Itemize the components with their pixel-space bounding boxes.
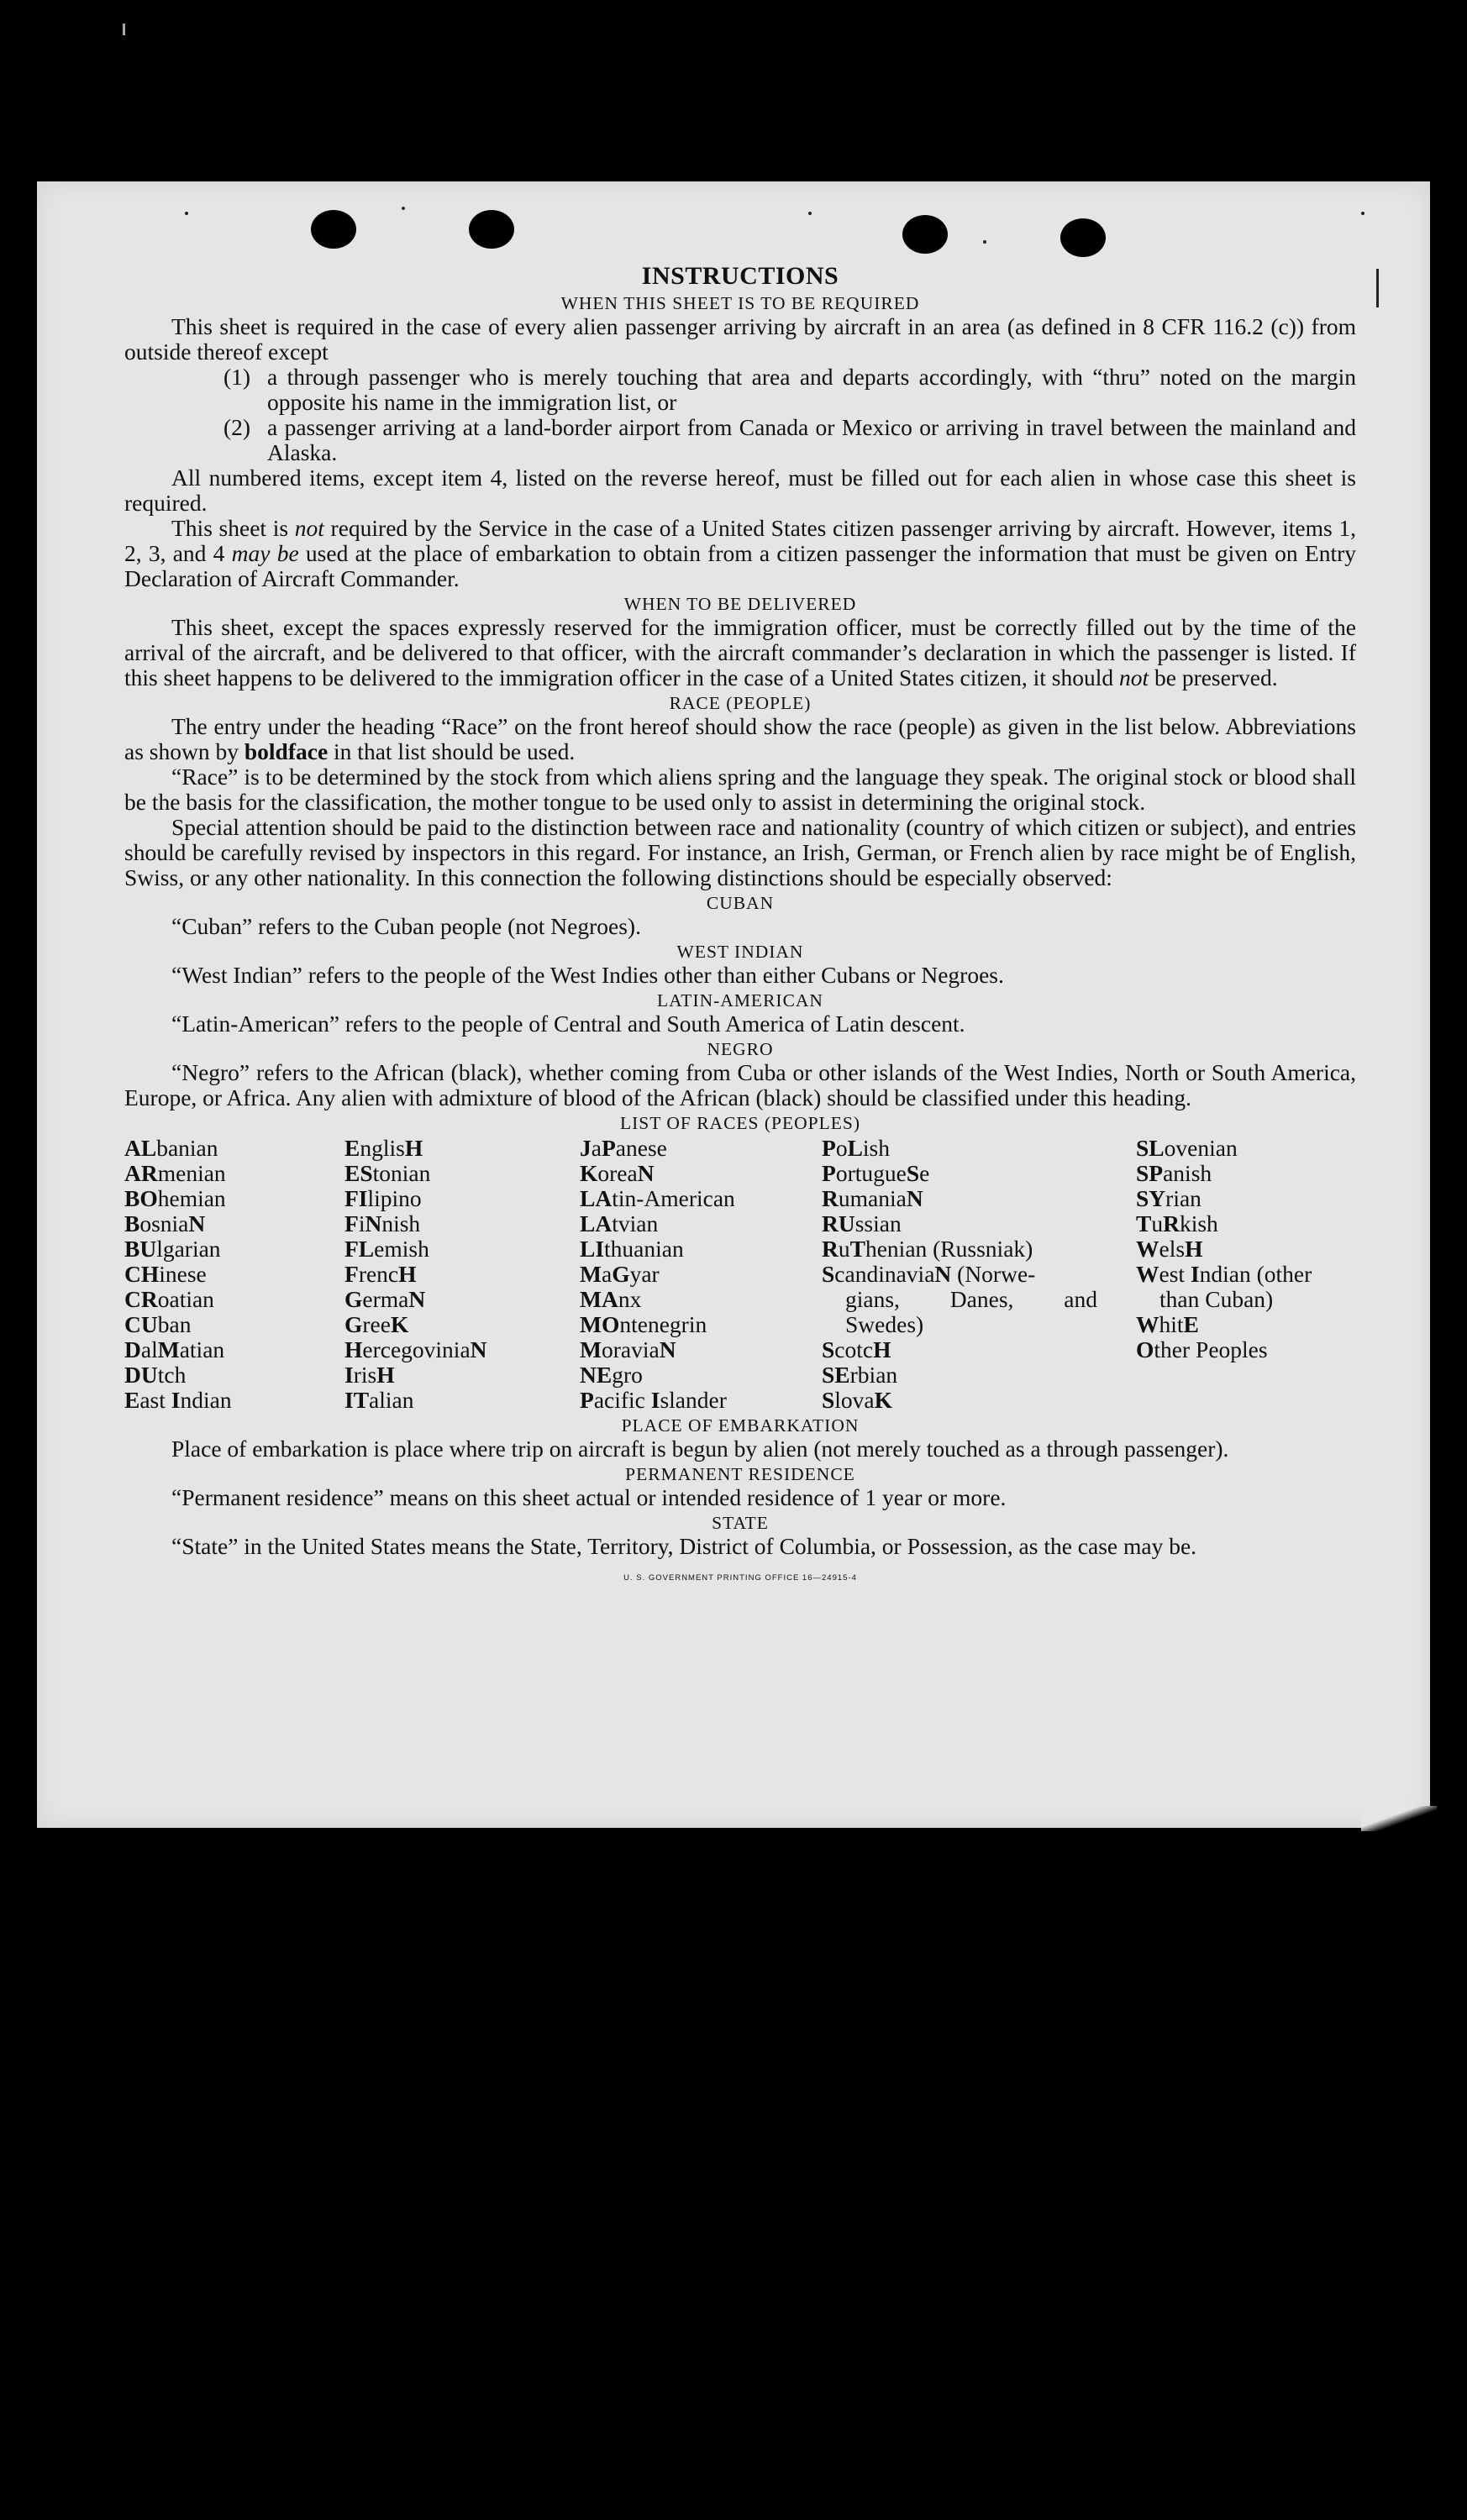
speck [1361,212,1364,215]
race-entry: SErbian [822,1362,898,1388]
race-entry: SPanish [1136,1160,1212,1186]
embarkation-definition: Place of embarkation is place where trip on aircraft is begun by alien (not merely touched as a through passenger). [171,1436,1229,1462]
edge-speck [123,24,125,35]
race-paragraph: Special attention should be paid to the distinction between race and nationality (country of which citizen or subject), and entries should be carefully revised by inspectors in this regard. For instance, an Irish, German, or French alien by race might be of English, Swiss, or any other nationality. In this connection the following distinctions should be especially observed: [124,814,1356,890]
race-entry: RuThenian (Russniak) [822,1236,1033,1262]
race-entry: LAtvian [580,1210,659,1236]
race-entry: ScotcH [822,1336,891,1362]
race-paragraph: “Race” is to be determined by the stock from which aliens spring and the language they speak. The original stock or blood shall be the basis for the classification, the mother tongue to be used only to assist in determining the original stock. [124,764,1356,815]
section-heading-latin-american: LATIN-AMERICAN [657,990,823,1011]
latin-american-definition: “Latin-American” refers to the people of Central and South America of Latin descent. [171,1011,965,1037]
race-entry: BUlgarian [124,1236,221,1262]
citizen-paragraph: This sheet is not required by the Service in the case of a United States citizen passenger arriving by aircraft. However, items 1, 2, 3, and 4 may be used at the place of embarkation to obtain from a citizen passenger the information that must be given on Entry Declaration of Aircraft Commander. [124,515,1356,591]
item-text: a through passenger who is merely touching that area and departs accordingly, with “thru” noted on the margin opposite his name in the immigration list, or [267,364,1356,415]
races-list [124,1136,1356,1413]
section-heading-state: STATE [712,1513,769,1533]
exception-item [223,415,1356,465]
section-heading-races-list: LIST OF RACES (PEOPLES) [619,1113,861,1133]
race-entry: ALbanian [124,1135,218,1161]
race-entry: Swedes) [845,1311,924,1337]
cuban-definition: “Cuban” refers to the Cuban people (not Negroes). [171,913,641,939]
instruction-sheet [37,181,1430,1828]
speck [808,212,812,215]
race-entry: SYrian [1136,1185,1201,1211]
delivery-paragraph: This sheet, except the spaces expressly reserved for the immigration officer, must be correctly filled out by the time of the arrival of the aircraft, and be delivered to that officer, with the aircraft commander’s declaration in which the passenger is listed. If this sheet happens to be delivered to the immigration officer in the case of a United States citizen, it should not be preserved. [124,614,1356,690]
race-entry: LIthuanian [580,1236,684,1262]
race-entry: than Cuban) [1159,1286,1274,1312]
west-indian-definition: “West Indian” refers to the people of the West Indies other than either Cubans or Negroes. [171,962,1004,988]
race-entry: FLemish [344,1236,429,1262]
race-entry: SlovaK [822,1387,893,1413]
race-entry: MOntenegrin [580,1311,707,1337]
races-column-2 [344,1136,580,1413]
section-heading-cuban: CUBAN [706,893,775,913]
race-entry: EnglisH [344,1135,423,1161]
item-text: a passenger arriving at a land-border airport from Canada or Mexico or arriving in travel between the mainland and Alaska. [267,414,1356,465]
instructions-content [124,262,1356,1591]
races-column-5 [1136,1136,1356,1413]
race-entry: Other Peoples [1136,1336,1268,1362]
numbered-items-paragraph: All numbered items, except item 4, listed on the reverse hereof, must be filled out for each alien in whose case this sheet is required. [124,465,1356,516]
race-entry: JaPanese [580,1135,667,1161]
section-heading-negro: NEGRO [707,1039,774,1059]
race-entry: EStonian [344,1160,431,1186]
race-entry: PortugueSe [822,1160,930,1186]
speck [185,212,188,215]
race-entry: SLovenian [1136,1135,1238,1161]
race-entry: TuRkish [1136,1210,1218,1236]
state-definition: “State” in the United States means the State, Territory, District of Columbia, or Possession, as the case may be. [171,1533,1197,1559]
race-entry: GermaN [344,1286,426,1312]
races-column-1 [124,1136,344,1413]
race-entry: DUtch [124,1362,187,1388]
page-title: INSTRUCTIONS [641,262,839,290]
race-entry: ITalian [344,1387,414,1413]
section-heading-race: RACE (PEOPLE) [669,693,812,713]
speck [402,207,405,210]
races-column-3 [580,1136,822,1413]
race-entry: Pacific Islander [580,1387,727,1413]
race-entry: MoraviaN [580,1336,676,1362]
race-entry: CHinese [124,1261,207,1287]
race-entry: FIlipino [344,1185,422,1211]
when-required-intro: This sheet is required in the case of every alien passenger arriving by aircraft in an area (as defined in 8 CFR 116.2 (c)) from outside thereof except [124,313,1356,365]
race-entry: DalMatian [124,1336,225,1362]
race-entry: KoreaN [580,1160,655,1186]
race-entry: FiNnish [344,1210,421,1236]
sheet-corner [1361,1806,1437,1831]
residence-definition: “Permanent residence” means on this sheet actual or intended residence of 1 year or more. [171,1484,1007,1510]
race-entry: ARmenian [124,1160,226,1186]
race-entry: RumaniaN [822,1185,923,1211]
punch-hole [311,210,356,249]
race-entry: WelsH [1136,1236,1203,1262]
race-entry: WhitE [1136,1311,1199,1337]
section-heading-west-indian: WEST INDIAN [676,942,804,962]
negro-definition: “Negro” refers to the African (black), whether coming from Cuba or other islands of the West Indies, North or South America, Europe, or Africa. Any alien with admixture of blood of the African (black) should be classified under this heading. [124,1059,1356,1110]
race-entry: IrisH [344,1362,395,1388]
staple-mark [1376,269,1379,307]
race-entry: ScandinaviaN (Norwe- [822,1261,1036,1287]
race-entry: East Indian [124,1387,232,1413]
punch-hole [902,215,948,254]
race-entry: NEgro [580,1362,643,1388]
race-entry: CUban [124,1311,192,1337]
race-entry: BosniaN [124,1210,206,1236]
section-heading-when-required: WHEN THIS SHEET IS TO BE REQUIRED [560,293,920,313]
race-entry: CRoatian [124,1286,214,1312]
exception-item [223,365,1356,415]
race-entry: HercegoviniaN [344,1336,487,1362]
section-heading-residence: PERMANENT RESIDENCE [625,1464,855,1484]
race-entry: RUssian [822,1210,902,1236]
race-entry: FrencH [344,1261,417,1287]
item-number: (1) [223,364,251,390]
section-heading-embarkation: PLACE OF EMBARKATION [621,1415,860,1436]
punch-hole [469,210,514,249]
race-entry: gians, Danes, and [845,1286,1097,1312]
item-number: (2) [223,414,251,440]
punch-hole [1060,218,1106,257]
race-paragraph: The entry under the heading “Race” on the front hereof should show the race (people) as given in the list below. Abbreviations as shown by boldface in that list should be used. [124,713,1356,764]
section-heading-when-delivered: WHEN TO BE DELIVERED [623,594,857,614]
speck [983,240,986,244]
race-entry: GreeK [344,1311,409,1337]
race-entry: MAnx [580,1286,642,1312]
races-column-4 [822,1136,1136,1413]
race-entry: West Indian (other [1136,1261,1312,1287]
race-entry: PoLish [822,1135,890,1161]
printer-imprint: U. S. GOVERNMENT PRINTING OFFICE 16—24915-4 [623,1573,857,1583]
race-entry: MaGyar [580,1261,660,1287]
race-entry: BOhemian [124,1185,226,1211]
race-entry: LAtin-American [580,1185,735,1211]
